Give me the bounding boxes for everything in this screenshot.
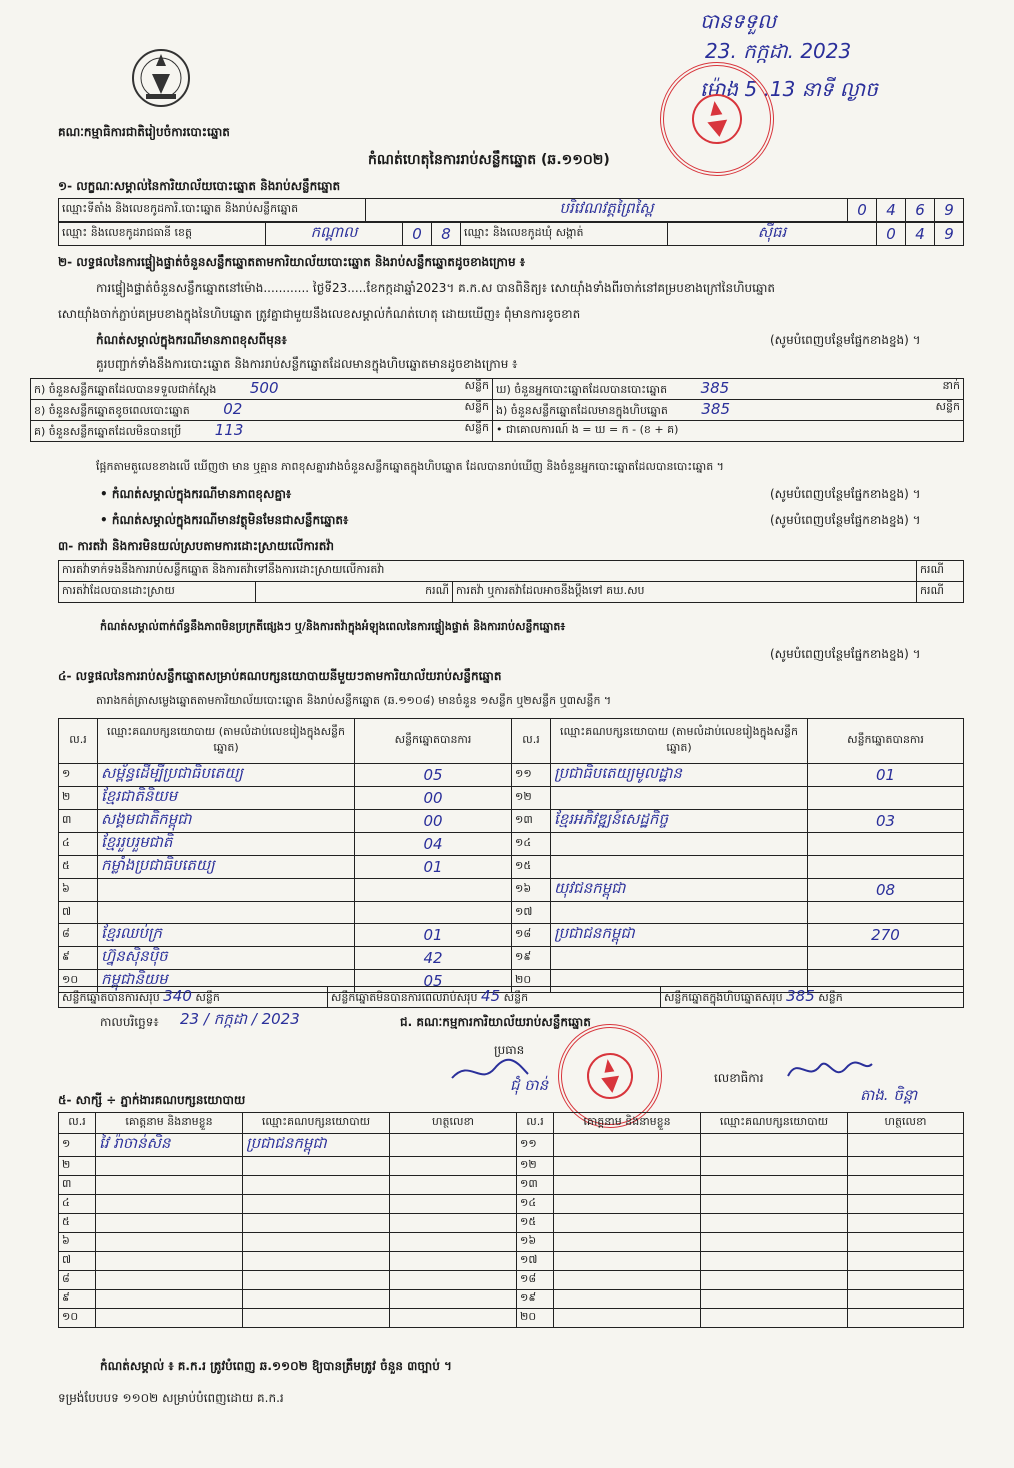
- witness-row: [59, 1252, 964, 1271]
- witness-signature: [848, 1195, 964, 1214]
- witness-signature: [390, 1252, 517, 1271]
- witness-party: [701, 1252, 848, 1271]
- party-results-table: [58, 718, 964, 993]
- witness-col-no-right: ល.រ: [517, 1113, 554, 1134]
- party-votes: [355, 879, 512, 902]
- province-code-2: 8: [432, 223, 461, 246]
- party-no: ១៤: [512, 833, 551, 856]
- witness-signature: [390, 1214, 517, 1233]
- party-votes: [808, 787, 964, 810]
- witness-signature: [848, 1271, 964, 1290]
- section2-intro-1: ការផ្ទៀងផ្ទាត់ចំនួនសន្លឹកឆ្នោតនៅម៉ោង............ ថ្ងៃទី23.....ខែកក្កដាឆ្នាំ2023។ គ.ក.ស បានពិនិត្យ៖ សោយ៉ាំងទាំងពីរចាក់នៅគម្របខាងក្រៅនៃហិបឆ្នោត: [96, 281, 775, 295]
- section2-lead: គួរបញ្ជាក់ទាំងនឹងការបោះឆ្នោត និងការរាប់សន្លឹកឆ្នោតដែលមានក្នុងហិបឆ្នោតមានដូចខាងក្រោម ៖: [96, 357, 518, 371]
- party-name: ហ្វ៊ុនស៊ិនប៉ិច: [98, 947, 355, 970]
- witness-no: ១៧: [517, 1252, 554, 1271]
- witness-no: ១៥: [517, 1214, 554, 1233]
- box-total-value: 385: [786, 987, 815, 1005]
- station-table: [58, 198, 964, 222]
- count-k-unit: សន្លឹក: [464, 379, 489, 392]
- section1-title: ១- លក្ខណៈសម្គាល់នៃការិយាល័យបោះឆ្នោត និងរាប់សន្លឹកឆ្នោត: [58, 179, 341, 193]
- witness-row: [59, 1214, 964, 1233]
- witness-signature: [390, 1271, 517, 1290]
- party-no: ៨: [59, 924, 98, 947]
- commune-value: ស៊ីធរ: [668, 223, 877, 246]
- witness-party: [243, 1157, 390, 1176]
- form-note: ទម្រង់បែបបទ ១១០២ សម្រាប់បំពេញដោយ គ.ក.រ: [58, 1391, 284, 1405]
- party-name: [551, 833, 808, 856]
- witness-signature: [390, 1176, 517, 1195]
- witness-signature: [848, 1290, 964, 1309]
- witness-signature: [848, 1134, 964, 1157]
- commune-code-1: 0: [877, 223, 906, 246]
- party-result-row: [59, 902, 964, 924]
- party-votes: 03: [808, 810, 964, 833]
- party-votes: 05: [355, 970, 512, 993]
- section4-tally-line: តារាងកត់ត្រាសម្លេងឆ្នោតតាមការិយាល័យបោះឆ្នោត និងរាប់សន្លឹកឆ្នោត (ឆ.១១០៨) មានចំនួន ១សន្លឹក ឬ២សន្លឹក ឬ៣សន្លឹក ។: [96, 694, 612, 707]
- party-no: ២: [59, 787, 98, 810]
- party-votes: 270: [808, 924, 964, 947]
- witness-col-sign-right: ហត្ថលេខា: [848, 1113, 964, 1134]
- footer-note: កំណត់សម្គាល់ ៖ គ.ក.រ ត្រូវបំពេញ ឆ.១១០២ ឱ្យបានត្រឹមត្រូវ ចំនួន ៣ច្បាប់ ។: [100, 1359, 452, 1373]
- witness-signature: [390, 1233, 517, 1252]
- invalid-total-label: សន្លឹកឆ្នោតមិនបានការពេលរាប់សរុប: [330, 991, 478, 1004]
- valid-total-label: សន្លឹកឆ្នោតបានការសរុប: [62, 991, 160, 1004]
- party-no: ១១: [512, 764, 551, 787]
- witness-signature: [848, 1214, 964, 1233]
- party-name: ខ្មែរអភិវឌ្ឍន៍សេដ្ឋកិច្ច: [551, 810, 808, 833]
- witness-party: [701, 1233, 848, 1252]
- witness-no: ១: [59, 1134, 96, 1157]
- witness-no: ៧: [59, 1252, 96, 1271]
- station-code-4: 9: [935, 199, 964, 222]
- party-no: ៣: [59, 810, 98, 833]
- nec-emblem: [128, 44, 194, 110]
- complaint-row2a-case: ករណី: [256, 582, 453, 603]
- party-col-votes-right: សន្លឹកឆ្នោតបានការ: [808, 719, 964, 764]
- party-votes: 04: [355, 833, 512, 856]
- witness-party: [243, 1176, 390, 1195]
- party-name: ខ្មែរឈប់ក្រ: [98, 924, 355, 947]
- witness-party: [701, 1157, 848, 1176]
- witness-no: ១៩: [517, 1290, 554, 1309]
- party-name: សង្គមជាតិកម្ពុជា: [98, 810, 355, 833]
- party-no: ១៧: [512, 902, 551, 924]
- count-kh-value: 02: [223, 400, 243, 418]
- party-name: [551, 856, 808, 879]
- box-total-label: សន្លឹកឆ្នោតក្នុងហិបឆ្នោតសរុប: [663, 991, 783, 1004]
- party-name: កម្ពុជានិយម: [98, 970, 355, 993]
- witness-party: [701, 1176, 848, 1195]
- secretary-signature: [784, 1052, 874, 1089]
- valid-total-unit: សន្លឹក: [195, 991, 220, 1004]
- count-gh-value: 385: [700, 379, 730, 397]
- witness-row: [59, 1290, 964, 1309]
- witness-name: [554, 1214, 701, 1233]
- complaint-table: [58, 560, 964, 603]
- section2-bullet2-hint: (សូមបំពេញបន្ថែមផ្នែកខាងខ្នង) ។: [770, 513, 921, 527]
- party-no: ៧: [59, 902, 98, 924]
- party-votes: 01: [808, 764, 964, 787]
- witness-party: [243, 1271, 390, 1290]
- witness-row: [59, 1134, 964, 1157]
- witness-row: [59, 1309, 964, 1328]
- witness-no: ១៣: [517, 1176, 554, 1195]
- witness-no: ២០: [517, 1309, 554, 1328]
- witness-no: ៥: [59, 1214, 96, 1233]
- province-value: កណ្ដាល: [266, 223, 403, 246]
- party-votes: [808, 947, 964, 970]
- party-no: ១: [59, 764, 98, 787]
- party-no: ១៩: [512, 947, 551, 970]
- party-no: ៦: [59, 879, 98, 902]
- witness-signature: [848, 1252, 964, 1271]
- witness-col-sign-left: ហត្ថលេខា: [390, 1113, 517, 1134]
- party-votes: [808, 833, 964, 856]
- invalid-total-unit: សន្លឹក: [503, 991, 529, 1004]
- witness-no: ៣: [59, 1176, 96, 1195]
- count-g-unit: សន្លឹក: [464, 421, 489, 434]
- party-name: [98, 902, 355, 924]
- section2-compare: ផ្អែកតាមតួលេខខាងលើ ឃើញថា មាន ឬគ្មាន ភាពខុសគ្នារវាងចំនួនសន្លឹកឆ្នោតក្នុងហិបឆ្នោត ដែលបានរាប់ឃើញ និងចំនួនអ្នកបោះឆ្នោតដែលបានបោះឆ្នោត ។: [96, 460, 724, 473]
- witness-party: [243, 1290, 390, 1309]
- witness-no: ៨: [59, 1271, 96, 1290]
- witness-name: [96, 1176, 243, 1195]
- witness-name: [554, 1252, 701, 1271]
- witness-no: ៩: [59, 1290, 96, 1309]
- witness-signature: [390, 1157, 517, 1176]
- witness-col-party-left: ឈ្មោះគណបក្សនយោបាយ: [243, 1113, 390, 1134]
- witness-no: ១០: [59, 1309, 96, 1328]
- party-votes: 00: [355, 810, 512, 833]
- party-no: ១៣: [512, 810, 551, 833]
- commune-label: ឈ្មោះ និងលេខកូដឃុំ សង្កាត់: [461, 223, 668, 246]
- witness-signature: [390, 1309, 517, 1328]
- witness-name: [96, 1195, 243, 1214]
- witness-name: [96, 1252, 243, 1271]
- witness-col-name-left: គោត្តនាម និងនាមខ្លួន: [96, 1113, 243, 1134]
- committee-label: ជ. គណៈកម្មការការិយាល័យរាប់សន្លឹកឆ្នោត: [400, 1015, 591, 1029]
- witness-party: [701, 1290, 848, 1309]
- station-value: បរិវេណវត្តព្រៃស្ពៃ: [366, 199, 848, 222]
- section2-intro-2: សោយ៉ាំងចាក់ភ្ជាប់គម្របខាងក្នុងនៃហិបឆ្នោត ត្រូវគ្នាជាមួយនឹងលេខសម្គាល់កំណត់ហេតុ ដោយឃើញ៖ ពុំមានការខូចខាត: [58, 307, 581, 321]
- station-label: ឈ្មោះទីតាំង និងលេខកូដការិ.បោះឆ្នោត និងរាប់សន្លឹកឆ្នោត: [59, 199, 366, 222]
- complaint-row2a: ការតវ៉ាដែលបានដោះស្រាយ: [59, 582, 256, 603]
- party-col-name-right: ឈ្មោះគណបក្សនយោបាយ (តាមលំដាប់លេខរៀងក្នុងសន្លឹកឆ្នោត): [551, 719, 808, 764]
- witness-signature: [390, 1134, 517, 1157]
- official-stamp-top: [653, 55, 782, 184]
- party-result-row: [59, 856, 964, 879]
- party-result-row: [59, 810, 964, 833]
- witness-row: [59, 1271, 964, 1290]
- section5-title: ៥- សាក្សី ÷ ភ្នាក់ងារគណបក្សនយោបាយ: [58, 1093, 246, 1107]
- party-result-row: [59, 924, 964, 947]
- received-note-line2: 23. កក្កដា. 2023: [705, 39, 852, 63]
- commune-code-2: 4: [906, 223, 935, 246]
- party-votes: [355, 902, 512, 924]
- province-table: [58, 222, 964, 246]
- party-no: ៤: [59, 833, 98, 856]
- province-code-1: 0: [403, 223, 432, 246]
- party-no: ៥: [59, 856, 98, 879]
- witness-party: [701, 1134, 848, 1157]
- witness-signature: [848, 1176, 964, 1195]
- station-code-3: 6: [906, 199, 935, 222]
- witness-name: [554, 1157, 701, 1176]
- section3-title: ៣- ការតវ៉ា និងការមិនយល់ស្របតាមការដោះស្រាយលើការតវ៉ា: [58, 539, 334, 553]
- witness-party: [701, 1214, 848, 1233]
- witness-col-no-left: ល.រ: [59, 1113, 96, 1134]
- witness-signature: [848, 1309, 964, 1328]
- count-formula: • ជាគោលការណ៍ ង = ឃ = ក - (ខ + គ): [493, 421, 964, 442]
- party-name: [98, 879, 355, 902]
- party-votes: 00: [355, 787, 512, 810]
- witness-party: [243, 1309, 390, 1328]
- count-ng-unit: សន្លឹក: [935, 400, 960, 413]
- witness-row: [59, 1233, 964, 1252]
- party-name: សម្ព័ន្ធដើម្បីប្រជាធិបតេយ្យ: [98, 764, 355, 787]
- chair-name: ជុំ ចាន់: [510, 1076, 549, 1094]
- section2-bullet2: • កំណត់សម្គាល់ក្នុងករណីមានវត្ថុមិនមែនជាសន្លឹកឆ្នោត៖: [100, 513, 349, 527]
- box-total-unit: សន្លឹក: [818, 991, 843, 1004]
- section3-hint: (សូមបំពេញបន្ថែមផ្នែកខាងខ្នង) ។: [770, 647, 921, 661]
- party-no: ២០: [512, 970, 551, 993]
- count-table: [30, 378, 964, 442]
- witness-name: [554, 1134, 701, 1157]
- witness-col-party-right: ឈ្មោះគណបក្សនយោបាយ: [701, 1113, 848, 1134]
- complaint-row2b: ការតវ៉ា ឬការតវ៉ាដែលអាចនឹងប្ដឹងទៅ គឃ.សប: [453, 582, 917, 603]
- party-votes: 42: [355, 947, 512, 970]
- date-value: 23 / កក្កដា / 2023: [180, 1010, 300, 1028]
- witness-signature: [390, 1290, 517, 1309]
- totals-table: [58, 986, 964, 1008]
- party-name: [551, 902, 808, 924]
- party-name: ខ្មែរជាតិនិយម: [98, 787, 355, 810]
- witness-party: [701, 1271, 848, 1290]
- institution-name: គណៈកម្មាធិការជាតិរៀបចំការបោះឆ្នោត: [58, 125, 230, 139]
- complaint-row2b-case: ករណី: [917, 582, 964, 603]
- count-ng-label: ង) ចំនួនសន្លឹកឆ្នោតដែលមានក្នុងហិបឆ្នោត: [496, 404, 668, 417]
- party-no: ៩: [59, 947, 98, 970]
- witness-name: វៃ រ៉ាចាន់សិន: [96, 1134, 243, 1157]
- party-no: ១០: [59, 970, 98, 993]
- received-note-line3: ម៉ោង 5 .13 នាទី ល្ងាច: [700, 77, 878, 101]
- witness-name: [96, 1214, 243, 1233]
- party-no: ១៦: [512, 879, 551, 902]
- witness-no: ១៤: [517, 1195, 554, 1214]
- witness-name: [554, 1290, 701, 1309]
- witness-no: ៦: [59, 1233, 96, 1252]
- count-kh-label: ខ) ចំនួនសន្លឹកឆ្នោតខូចពេលបោះឆ្នោត: [34, 404, 190, 417]
- witness-no: ១១: [517, 1134, 554, 1157]
- witness-name: [554, 1195, 701, 1214]
- witness-row: [59, 1176, 964, 1195]
- witness-signature: [848, 1157, 964, 1176]
- secretary-name: តាង. ចិន្ដា: [860, 1086, 918, 1104]
- party-col-no-left: ល.រ: [59, 719, 98, 764]
- section2-note-label: កំណត់សម្គាល់ក្នុងករណីមានភាពខុសពីមុន៖: [96, 333, 287, 347]
- province-label: ឈ្មោះ និងលេខកូដរាជធានី ខេត្ត: [59, 223, 266, 246]
- witness-name: [96, 1309, 243, 1328]
- witness-party: [243, 1195, 390, 1214]
- chair-signature: [450, 1056, 530, 1089]
- station-code-1: 0: [848, 199, 877, 222]
- witness-row: [59, 1157, 964, 1176]
- witness-party: [243, 1233, 390, 1252]
- count-ng-value: 385: [701, 400, 731, 418]
- party-col-no-right: ល.រ: [512, 719, 551, 764]
- count-kh-unit: សន្លឹក: [464, 400, 489, 413]
- party-no: ១៨: [512, 924, 551, 947]
- party-votes: 05: [355, 764, 512, 787]
- section2-note-hint: (សូមបំពេញបន្ថែមផ្នែកខាងខ្នង) ។: [770, 333, 921, 347]
- party-name: [551, 947, 808, 970]
- party-result-row: [59, 787, 964, 810]
- witness-party: [243, 1252, 390, 1271]
- witness-name: [554, 1233, 701, 1252]
- witness-name: [554, 1309, 701, 1328]
- count-gh-label: ឃ) ចំនួនអ្នកបោះឆ្នោតដែលបានបោះឆ្នោត: [496, 383, 668, 396]
- witness-table: [58, 1112, 964, 1328]
- party-name: [551, 787, 808, 810]
- party-no: ១២: [512, 787, 551, 810]
- party-name: យុវជនកម្ពុជា: [551, 879, 808, 902]
- party-votes: [808, 856, 964, 879]
- complaint-row1: ការតវ៉ាទាក់ទងនឹងការរាប់សន្លឹកឆ្នោត និងការតវ៉ាទៅនឹងការដោះស្រាយលើការតវ៉ា: [59, 561, 917, 582]
- commune-code-3: 9: [935, 223, 964, 246]
- count-k-label: ក) ចំនួនសន្លឹកឆ្នោតដែលបានទទួលជាក់ស្ដែង: [34, 383, 217, 396]
- witness-name: [554, 1271, 701, 1290]
- section4-title: ៤- លទ្ធផលនៃការរាប់សន្លឹកឆ្នោតសម្រាប់គណបក្សនយោបាយនីមួយៗតាមការិយាល័យរាប់សន្លឹកឆ្នោត: [58, 669, 502, 683]
- complaint-row1-case: ករណី: [917, 561, 964, 582]
- witness-party: [701, 1309, 848, 1328]
- witness-name: [96, 1157, 243, 1176]
- party-result-row: [59, 764, 964, 787]
- valid-total-value: 340: [163, 987, 192, 1005]
- section2-bullet1-hint: (សូមបំពេញបន្ថែមផ្នែកខាងខ្នង) ។: [770, 487, 921, 501]
- section3-note: កំណត់សម្គាល់ពាក់ព័ន្ធនឹងភាពមិនប្រក្រតីផ្សេងៗ ឬ/និងការតវ៉ាក្នុងអំឡុងពេលនៃការផ្ទៀងផ្ទាត់ និងការរាប់សន្លឹកឆ្នោត៖: [100, 620, 566, 633]
- party-name: កម្លាំងប្រជាធិបតេយ្យ: [98, 856, 355, 879]
- witness-name: [96, 1233, 243, 1252]
- witness-row: [59, 1195, 964, 1214]
- party-votes: 08: [808, 879, 964, 902]
- witness-party: [701, 1195, 848, 1214]
- witness-no: ១៦: [517, 1233, 554, 1252]
- section2-bullet1: • កំណត់សម្គាល់ក្នុងករណីមានភាពខុសគ្នា៖: [100, 487, 292, 501]
- party-col-votes-left: សន្លឹកឆ្នោតបានការ: [355, 719, 512, 764]
- received-note-line1: បានទទួល: [700, 9, 777, 33]
- party-col-name-left: ឈ្មោះគណបក្សនយោបាយ (តាមលំដាប់លេខរៀងក្នុងសន្លឹកឆ្នោត): [98, 719, 355, 764]
- secretary-label: លេខាធិការ: [714, 1071, 764, 1085]
- station-code-2: 4: [877, 199, 906, 222]
- party-votes: [808, 902, 964, 924]
- witness-signature: [848, 1233, 964, 1252]
- chair-label: ប្រធាន: [494, 1043, 525, 1057]
- party-votes: 01: [355, 924, 512, 947]
- party-result-row: [59, 833, 964, 856]
- party-result-row: [59, 879, 964, 902]
- party-name: ប្រជាធិបតេយ្យមូលដ្ឋាន: [551, 764, 808, 787]
- witness-party: ប្រជាជនកម្ពុជា: [243, 1134, 390, 1157]
- witness-name: [554, 1176, 701, 1195]
- count-gh-unit: នាក់: [942, 379, 960, 392]
- party-result-row: [59, 947, 964, 970]
- form-title: កំណត់ហេតុនៃការរាប់សន្លឹកឆ្នោត (ឆ.១១០២): [368, 152, 610, 168]
- invalid-total-value: 45: [481, 987, 501, 1005]
- witness-name: [96, 1290, 243, 1309]
- party-no: ១៥: [512, 856, 551, 879]
- party-votes: 01: [355, 856, 512, 879]
- count-k-value: 500: [249, 379, 279, 397]
- witness-no: ២: [59, 1157, 96, 1176]
- witness-name: [96, 1271, 243, 1290]
- witness-no: ៤: [59, 1195, 96, 1214]
- party-name: ខ្មែររួបរួមជាតិ: [98, 833, 355, 856]
- count-g-value: 113: [214, 421, 244, 439]
- count-g-label: គ) ចំនួនសន្លឹកឆ្នោតដែលមិនបានប្រើ: [34, 425, 182, 438]
- witness-signature: [390, 1195, 517, 1214]
- witness-no: ១៨: [517, 1271, 554, 1290]
- witness-party: [243, 1214, 390, 1233]
- section2-title: ២- លទ្ធផលនៃការផ្ទៀងផ្ទាត់ចំនួនសន្លឹកឆ្នោតតាមការិយាល័យបោះឆ្នោត និងរាប់សន្លឹកឆ្នោតដូចខាងក្រោម ៖: [58, 255, 526, 269]
- date-label: កាលបរិច្ឆេទ៖: [100, 1015, 159, 1029]
- witness-col-name-right: គោត្តនាម និងនាមខ្លួន: [554, 1113, 701, 1134]
- witness-no: ១២: [517, 1157, 554, 1176]
- party-name: ប្រជាជនកម្ពុជា: [551, 924, 808, 947]
